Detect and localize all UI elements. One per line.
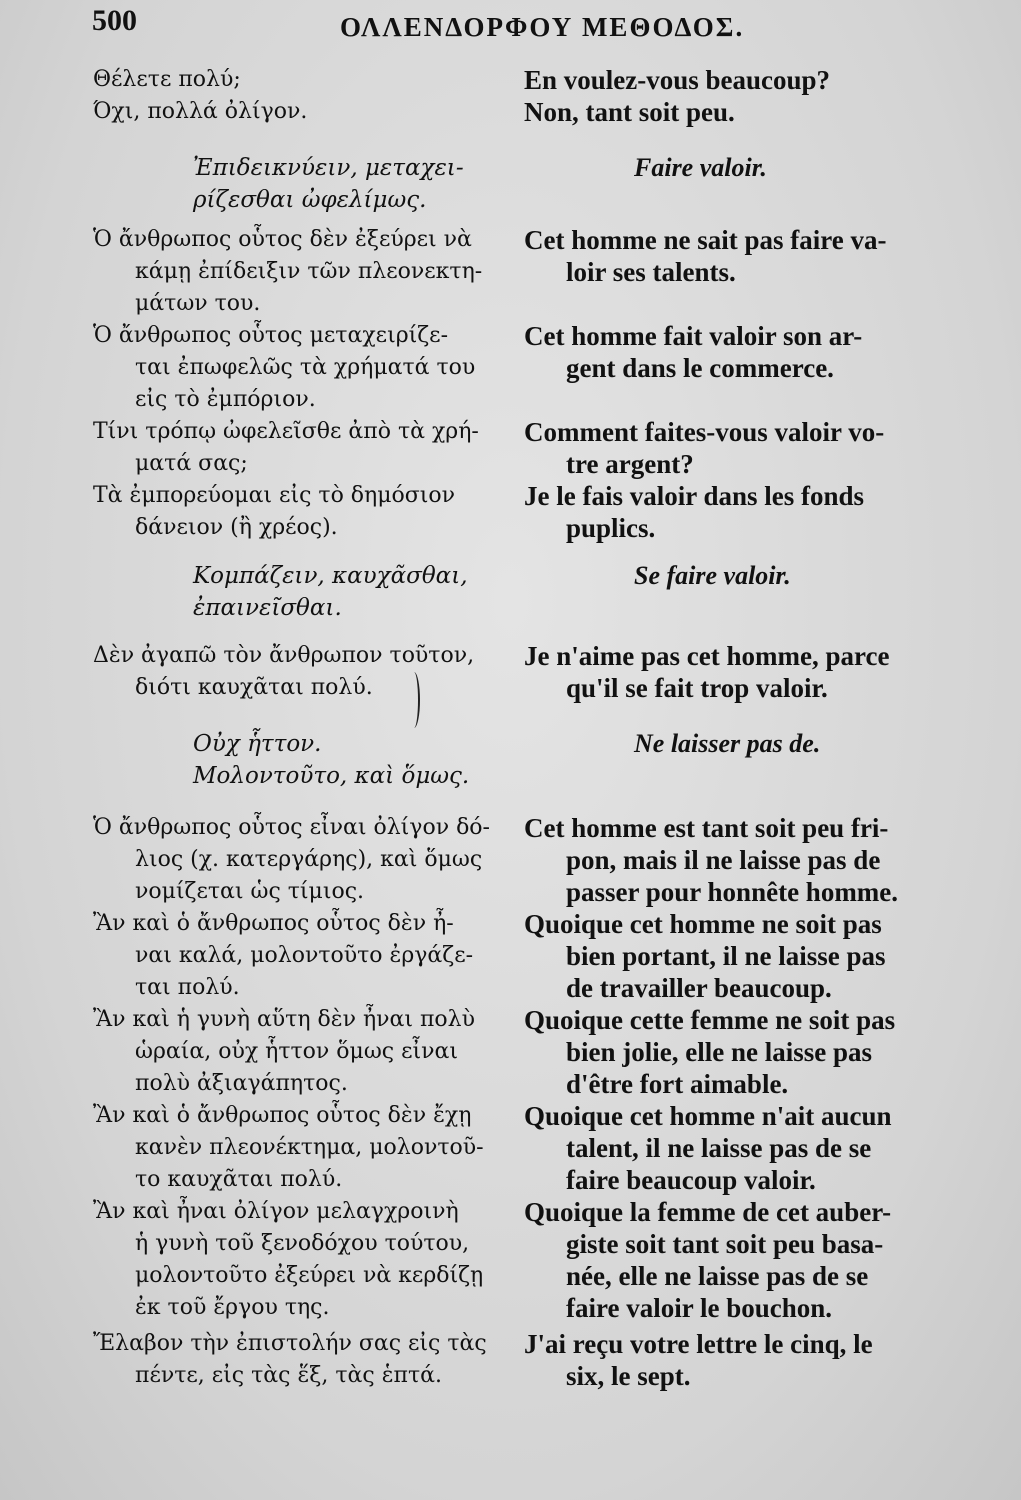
greek-line: Οὐχ ἧττον. — [193, 731, 322, 757]
french-entry — [524, 480, 974, 544]
french-line: J'ai reçu votre lettre le cinq, le — [524, 1329, 873, 1359]
greek-line: πολὺ ἀξιαγάπητος. — [135, 1071, 348, 1096]
greek-line: νομίζεται ὡς τίμιος. — [135, 879, 365, 904]
greek-line: Ὁ ἄνθρωπος οὗτος εἶναι ὀλίγον δό- — [93, 815, 490, 840]
french-line: Se faire valoir. — [634, 561, 791, 590]
greek-line: εἰς τὸ ἐμπόριον. — [135, 387, 316, 412]
running-title: ΟΛΛΕΝΔΟΡΦΟΥ ΜΕΘΟΔΟΣ. — [340, 12, 745, 42]
french-line: née, elle ne laisse pas de se — [566, 1261, 869, 1291]
greek-line: ται ἐπωφελῶς τὰ χρήματά του — [135, 355, 476, 380]
greek-heading — [93, 560, 513, 624]
french-entry — [524, 908, 974, 1004]
french-line: Cet homme est tant soit peu fri- — [524, 813, 889, 843]
greek-line: Ἂν καὶ ὁ ἄνθρωπος οὗτος δὲν ἔχῃ — [93, 1103, 472, 1128]
greek-line: Κομπάζειν, καυχᾶσθαι, — [193, 563, 468, 589]
french-line: talent, il ne laisse pas de se — [566, 1133, 872, 1163]
french-line: giste soit tant soit peu basa- — [566, 1229, 884, 1259]
greek-line: Μολοντοῦτο, καὶ ὅμως. — [193, 763, 470, 789]
french-entry — [524, 320, 974, 384]
greek-entry — [93, 96, 513, 128]
brace-mark — [408, 672, 420, 728]
greek-line: Όχι, πολλά ὀλίγον. — [93, 99, 308, 124]
greek-line: Τίνι τρόπῳ ὠφελεῖσθε ἀπὸ τὰ χρή- — [93, 419, 479, 444]
greek-line: μάτων του. — [135, 291, 261, 316]
greek-line: ματά σας; — [135, 451, 248, 476]
greek-entry — [93, 640, 513, 704]
greek-line: ἡ γυνὴ τοῦ ξενοδόχου τούτου, — [135, 1231, 470, 1256]
french-entry — [524, 1328, 974, 1392]
french-line: six, le sept. — [566, 1361, 691, 1391]
greek-line: δάνειον (ἢ χρέος). — [135, 515, 338, 540]
greek-entry — [93, 416, 513, 480]
greek-line: Θέλετε πολύ; — [93, 67, 241, 92]
greek-line: κανὲν πλεονέκτημα, μολοντοῦ- — [135, 1135, 484, 1160]
french-line: d'être fort aimable. — [566, 1069, 789, 1099]
french-line: loir ses talents. — [566, 257, 736, 287]
greek-line: λιος (χ. κατεργάρης), καὶ ὅμως — [135, 847, 483, 872]
french-line: Comment faites-vous valoir vo- — [524, 417, 885, 447]
greek-line: Δὲν ἀγαπῶ τὸν ἄνθρωπον τοῦτον, — [93, 643, 475, 668]
french-line: Je le fais valoir dans les fonds — [524, 481, 865, 511]
greek-entry — [93, 320, 513, 416]
greek-line: Ἂν καὶ ἡ γυνὴ αὕτη δὲν ἦναι πολὺ — [93, 1007, 475, 1032]
french-line: gent dans le commerce. — [566, 353, 834, 383]
french-line: Je n'aime pas cet homme, parce — [524, 641, 890, 671]
page-number: 500 — [92, 4, 137, 37]
greek-line: Ὁ ἄνθρωπος οὗτος μεταχειρίζε- — [93, 323, 449, 348]
greek-line: Τὰ ἐμπορεύομαι εἰς τὸ δημόσιον — [93, 483, 456, 508]
greek-line: ὡραία, οὐχ ἧττον ὅμως εἶναι — [135, 1039, 458, 1064]
french-line: En voulez-vous beaucoup? — [524, 65, 831, 95]
greek-line: ἐκ τοῦ ἔργου της. — [135, 1295, 330, 1320]
greek-line: Ἐπιδεικνύειν, μεταχει- — [193, 155, 464, 181]
greek-entry — [93, 224, 513, 320]
french-entry — [524, 1100, 974, 1196]
french-entry — [524, 96, 974, 128]
french-line: Quoique cet homme ne soit pas — [524, 909, 882, 939]
french-entry — [524, 64, 974, 96]
greek-line: ναι καλά, μολοντοῦτο ἐργάζε- — [135, 943, 474, 968]
greek-entry — [93, 908, 513, 1004]
greek-line: Ὁ ἄνθρωπος οὗτος δὲν ἐξεύρει νὰ — [93, 227, 472, 252]
page-header — [0, 2, 1021, 52]
greek-line: ται πολύ. — [135, 975, 240, 1000]
greek-line: Ἂν καὶ ὁ ἄνθρωπος οὗτος δὲν ἦ- — [93, 911, 454, 936]
french-entry — [524, 812, 974, 908]
greek-heading — [93, 152, 513, 216]
greek-line: Ἔλαβον τὴν ἐπιστολήν σας εἰς τὰς — [93, 1331, 487, 1356]
french-line: Ne laisser pas de. — [634, 729, 821, 758]
greek-line: πέντε, εἰς τὰς ἕξ, τὰς ἑπτά. — [135, 1363, 443, 1388]
french-line: faire beaucoup valoir. — [566, 1165, 816, 1195]
french-line: de travailler beaucoup. — [566, 973, 832, 1003]
greek-line: διότι καυχᾶται πολύ. — [135, 675, 373, 700]
french-entry — [524, 1004, 974, 1100]
french-heading — [524, 728, 974, 760]
french-line: bien portant, il ne laisse pas — [566, 941, 886, 971]
greek-entry — [93, 1196, 513, 1324]
greek-entry — [93, 1328, 513, 1392]
french-line: bien jolie, elle ne laisse pas — [566, 1037, 872, 1067]
french-line: Cet homme fait valoir son ar- — [524, 321, 863, 351]
greek-line: Ἂν καὶ ἦναι ὀλίγον μελαγχροινὴ — [93, 1199, 459, 1224]
french-heading — [524, 152, 974, 184]
french-line: puplics. — [566, 513, 656, 543]
french-line: passer pour honnête homme. — [566, 877, 899, 907]
french-entry — [524, 640, 974, 704]
french-entry — [524, 1196, 974, 1324]
greek-heading — [93, 728, 513, 792]
french-line: faire valoir le bouchon. — [566, 1293, 833, 1323]
greek-entry — [93, 812, 513, 908]
french-line: qu'il se fait trop valoir. — [566, 673, 828, 703]
french-entry — [524, 224, 974, 288]
greek-entry — [93, 1004, 513, 1100]
greek-line: ἐπαινεῖσθαι. — [193, 595, 342, 621]
french-line: pon, mais il ne laisse pas de — [566, 845, 881, 875]
french-heading — [524, 560, 974, 592]
french-line: Quoique cette femme ne soit pas — [524, 1005, 896, 1035]
greek-entry — [93, 480, 513, 544]
greek-line: ρίζεσθαι ὠφελίμως. — [193, 187, 427, 213]
greek-line: το καυχᾶται πολύ. — [135, 1167, 343, 1192]
french-entry — [524, 416, 974, 480]
greek-line: μολοντοῦτο ἐξεύρει νὰ κερδίζῃ — [135, 1263, 484, 1288]
french-line: Quoique la femme de cet auber- — [524, 1197, 892, 1227]
greek-line: κάμῃ ἐπίδειξιν τῶν πλεονεκτη- — [135, 259, 483, 284]
french-line: tre argent? — [566, 449, 694, 479]
greek-entry — [93, 1100, 513, 1196]
french-line: Cet homme ne sait pas faire va- — [524, 225, 887, 255]
french-line: Non, tant soit peu. — [524, 97, 735, 127]
french-line: Faire valoir. — [634, 153, 767, 182]
greek-entry — [93, 64, 513, 96]
french-line: Quoique cet homme n'ait aucun — [524, 1101, 892, 1131]
